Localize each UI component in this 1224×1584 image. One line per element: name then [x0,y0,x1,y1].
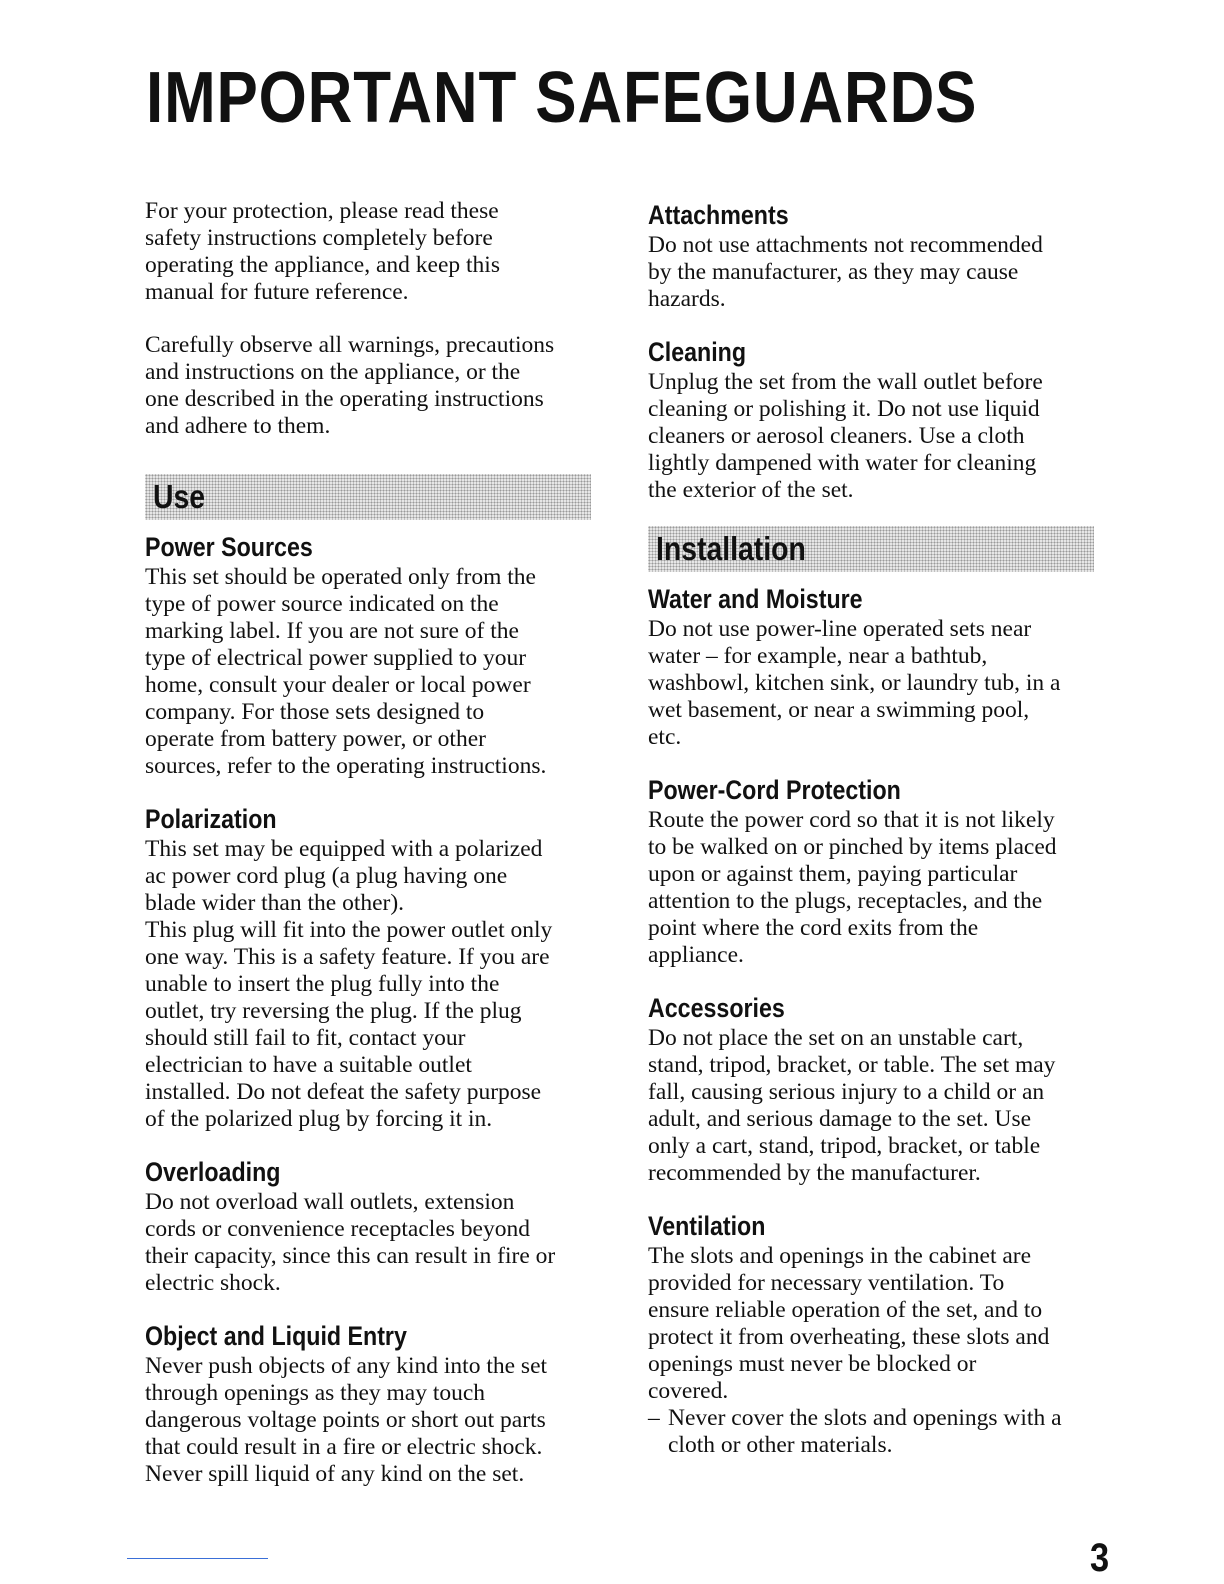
intro-paragraph-protection: For your protection, please read these safety instructions completely before operating the appliance, and keep this manual for future reference. [145,198,500,305]
body-power-cord-protection: Route the power cord so that it is not likely to be walked on or pinched by items placed upon or against them, paying particular attention to the plugs, receptacles, and the point where the cord exits from the appliance. [648,807,1057,968]
heading-overloading: Overloading [145,1157,281,1187]
page-title: IMPORTANT SAFEGUARDS [146,58,978,138]
bullet-dash: – [648,1405,660,1431]
body-attachments: Do not use attachments not recommended by the manufacturer, as they may cause hazards. [648,232,1043,312]
page-number: 3 [1090,1536,1110,1580]
heading-attachments: Attachments [648,200,789,230]
section-power-cord-protection [648,773,1098,969]
section-accessories [648,991,1098,1187]
heading-object-liquid-entry: Object and Liquid Entry [145,1321,407,1351]
heading-water-moisture: Water and Moisture [648,584,863,614]
section-overloading [145,1155,595,1297]
section-band-use-label: Use [153,478,206,515]
body-overloading: Do not overload wall outlets, extension cords or convenience receptacles beyond their capacity, since this can result in fire or electric shock. [145,1189,556,1296]
section-polarization [145,802,595,1133]
heading-cleaning: Cleaning [648,337,747,367]
bullet-text: Never cover the slots and openings with a cloth or other materials. [668,1405,1062,1458]
footer-rule [127,1558,268,1559]
body-water-moisture: Do not use power-line operated sets near water – for example, near a bathtub, washbowl, kitchen sink, or laundry tub, in a wet basement, or near a swimming pool, etc. [648,616,1061,750]
section-band-installation [648,526,1094,572]
heading-ventilation: Ventilation [648,1211,766,1241]
section-band-use [145,474,591,520]
section-object-liquid-entry [145,1319,595,1488]
section-band-installation-label: Installation [656,530,806,567]
intro-paragraph-warnings: Carefully observe all warnings, precautions and instructions on the appliance, or the one described in the operating instructions and adhere to them. [145,332,555,439]
heading-power-cord-protection: Power-Cord Protection [648,775,901,805]
right-column [648,198,1098,1481]
section-water-moisture [648,582,1098,751]
heading-polarization: Polarization [145,804,277,834]
section-attachments [648,198,1098,313]
body-accessories: Do not place the set on an unstable cart, stand, tripod, bracket, or table. The set may fall, causing serious injury to a child or an adult, and serious damage to the set. Use only a cart, stand, tripod, bracket, or table recommended by the manufacturer. [648,1025,1056,1186]
body-ventilation: The slots and openings in the cabinet are provided for necessary ventilation. To ensure reliable operation of the set, and to protect it from overheating, these slots and openings must never be blocked or covered. [648,1243,1050,1404]
body-cleaning: Unplug the set from the wall outlet before cleaning or polishing it. Do not use liquid cleaners or aerosol cleaners. Use a cloth lightly dampened with water for cleaning the exterior of the set. [648,369,1043,503]
section-ventilation [648,1209,1098,1459]
left-column [145,198,595,1510]
body-object-liquid-entry: Never push objects of any kind into the set through openings as they may touch dangerous voltage points or short out parts that could result in a fire or electric shock. Never spill liquid of any kind on the set. [145,1353,548,1487]
section-cleaning [648,335,1098,504]
heading-accessories: Accessories [648,993,785,1023]
body-polarization: This set may be equipped with a polarized ac power cord plug (a plug having one blade wider than the other). This plug will fit into the power outlet only one way. This is a safety feature. If you are unable to insert the plug fully into the outlet, try reversing the plug. If the plug should still fail to fit, contact your electrician to have a suitable outlet installed. Do not defeat the safety purpose of the polarized plug by forcing it in. [145,836,553,1132]
ventilation-bullet [648,1405,1098,1459]
body-power-sources: This set should be operated only from the type of power source indicated on the marking label. If you are not sure of the type of electrical power supplied to your home, consult your dealer or local power company. For those sets designed to operate from battery power, or other sources, refer to the operating instructions. [145,564,547,779]
section-power-sources [145,530,595,780]
heading-power-sources: Power Sources [145,532,313,562]
